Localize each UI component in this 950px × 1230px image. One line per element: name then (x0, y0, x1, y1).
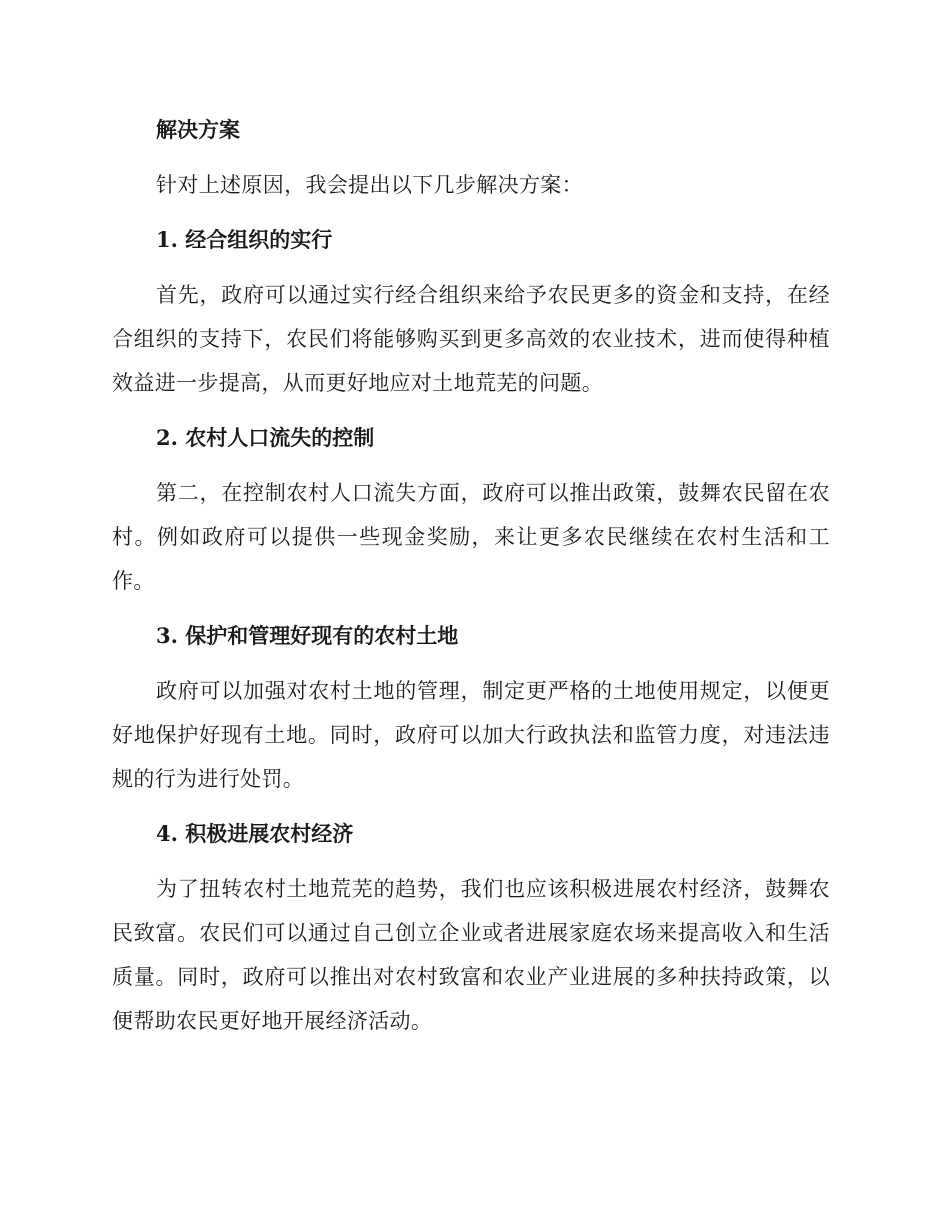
section-heading-2: 2. 农村人口流失的控制 (156, 425, 375, 450)
document-content (112, 108, 830, 1054)
section-body-1: 首先，政府可以通过实行经合组织来给予农民更多的资金和支持，在经合组织的支持下，农民们将能够购买到更多高效的农业技术，进而使得种植效益进一步提高，从而更好地应对土地荒芜的问题。 (112, 283, 830, 395)
section-body-4: 为了扭转农村土地荒芜的趋势，我们也应该积极进展农村经济，鼓舞农民致富。农民们可以通过自己创立企业或者进展家庭农场来提高收入和生活质量。同时，政府可以推出对农村致富和农业产业进展的多种扶持政策，以便帮助农民更好地开展经济活动。 (112, 877, 830, 1033)
section-heading-4: 4. 积极进展农村经济 (156, 821, 354, 846)
section-heading-3: 3. 保护和管理好现有的农村土地 (156, 623, 459, 648)
section-body-3: 政府可以加强对农村土地的管理，制定更严格的土地使用规定，以便更好地保护好现有土地。同时，政府可以加大行政执法和监管力度，对违法违规的行为进行处罚。 (112, 679, 830, 791)
section-body-2: 第二，在控制农村人口流失方面，政府可以推出政策，鼓舞农民留在农村。例如政府可以提供一些现金奖励，来让更多农民继续在农村生活和工作。 (112, 481, 830, 593)
section-heading-1: 1. 经合组织的实行 (156, 227, 333, 252)
intro-paragraph: 针对上述原因，我会提出以下几步解决方案： (156, 173, 583, 197)
section-title: 解决方案 (156, 117, 240, 142)
